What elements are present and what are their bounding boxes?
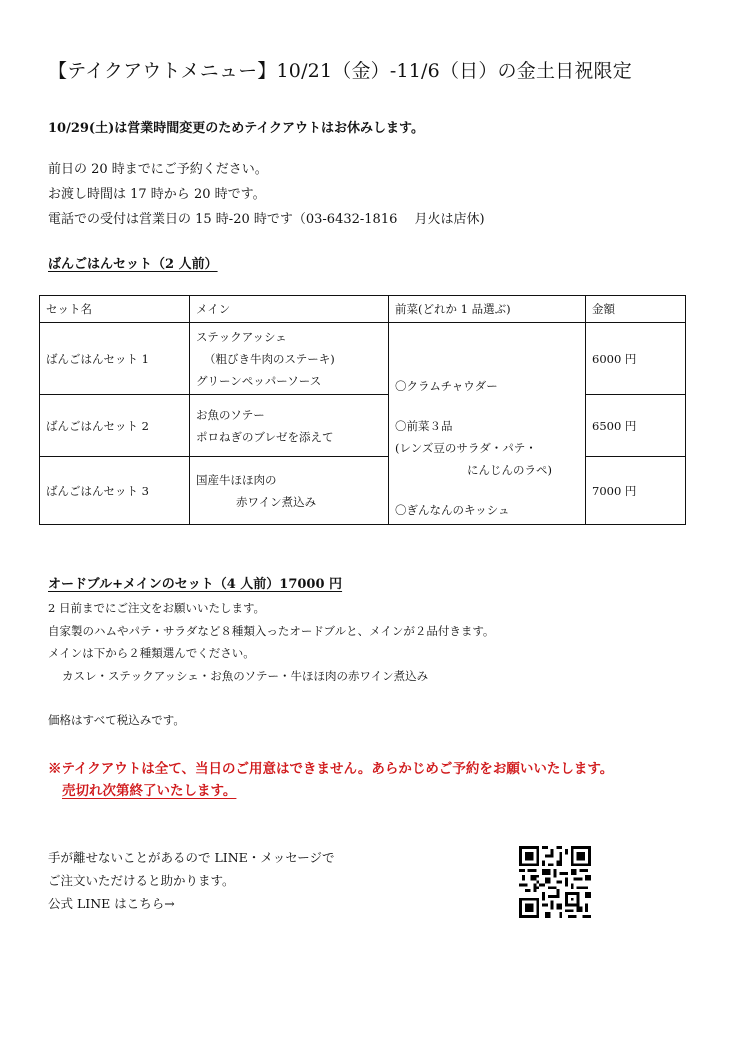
main-1-line-3: グリーンペッパーソース [196,373,322,388]
set-price-3: 7000 円 [586,457,686,525]
footer-line-2: ご注文いただけると助かります。 [48,873,235,888]
set-name-3: ばんごはんセット 3 [40,457,190,525]
appetizer-options [389,323,586,525]
footer-line-1: 手が離せないことがあるので LINE・メッセージで [48,850,335,865]
main-2-line-2: ポロねぎのブレゼを添えて [196,429,334,444]
closure-notice: 10/29(土)は営業時間変更のためテイクアウトはお休みします。 [48,121,425,136]
set-main-1 [190,323,389,395]
hors-line-main-options: カスレ・ステックアッシェ・お魚のソテー・牛ほほ肉の赤ワイン煮込み [62,669,429,683]
set-price-2: 6500 円 [586,395,686,457]
header-appetizer: 前菜(どれか 1 品選ぶ) [389,296,586,323]
set-main-2 [190,395,389,457]
set-name-1: ばんごはんセット 1 [40,323,190,395]
page-title: 【テイクアウトメニュー】10/21（金）-11/6（日）の金土日祝限定 [48,60,632,82]
footer-line-3: 公式 LINE はこちら→ [48,896,175,911]
table-header-row [40,296,686,323]
table-row [40,323,686,395]
info-line-reservation: 前日の 20 時までにご予約ください。 [48,162,268,177]
set-name-2: ばんごはんセット 2 [40,395,190,457]
info-line-pickup-time: お渡し時間は 17 時から 20 時です。 [48,187,266,202]
tax-note: 価格はすべて税込みです。 [48,713,185,727]
set-section-heading: ばんごはんセット（2 人前） [48,257,218,272]
table-row [40,457,686,525]
set-price-1: 6000 円 [586,323,686,395]
main-3-line-2: 赤ワイン煮込み [236,494,317,509]
main-1-line-1: ステックアッシェ [196,329,287,344]
warning-line-1: ※テイクアウトは全て、当日のご用意はできません。あらかじめご予約をお願いいたします。 [48,761,614,777]
qr-code-icon[interactable] [519,846,591,918]
header-price: 金額 [586,296,686,323]
main-3-line-1: 国産牛ほほ肉の [196,472,277,487]
hors-line-contents: 自家製のハムやパテ・サラダなど８種類入ったオードブルと、メインが２品付きます。 [48,624,495,638]
set-menu-table [39,295,686,525]
header-main: メイン [190,296,389,323]
set-main-3 [190,457,389,525]
warning-line-2: 売切れ次第終了いたします。 [62,783,237,799]
table-row [40,395,686,457]
appetizer-three-starters: 〇前菜３品 [395,419,453,433]
main-1-line-2: （粗びき牛肉のステーキ) [204,351,335,366]
hors-line-order-deadline: 2 日前までにご注文をお願いいたします。 [48,601,266,615]
header-set-name: セット名 [40,296,190,323]
appetizer-three-detail-1: (レンズ豆のサラダ・パテ・ [395,441,537,455]
main-2-line-1: お魚のソテー [196,407,265,422]
appetizer-clam-chowder: 〇クラムチャウダー [395,379,498,393]
info-line-phone: 電話での受付は営業日の 15 時-20 時です（03-6432-1816 月火は店休) [48,212,485,227]
appetizer-quiche: 〇ぎんなんのキッシュ [395,503,510,517]
appetizer-three-detail-2: にんじんのラペ) [467,463,552,477]
hors-line-choose-mains: メインは下から２種類選んでください。 [48,646,255,660]
hors-section-heading: オードブル+メインのセット（4 人前）17000 円 [48,577,343,592]
